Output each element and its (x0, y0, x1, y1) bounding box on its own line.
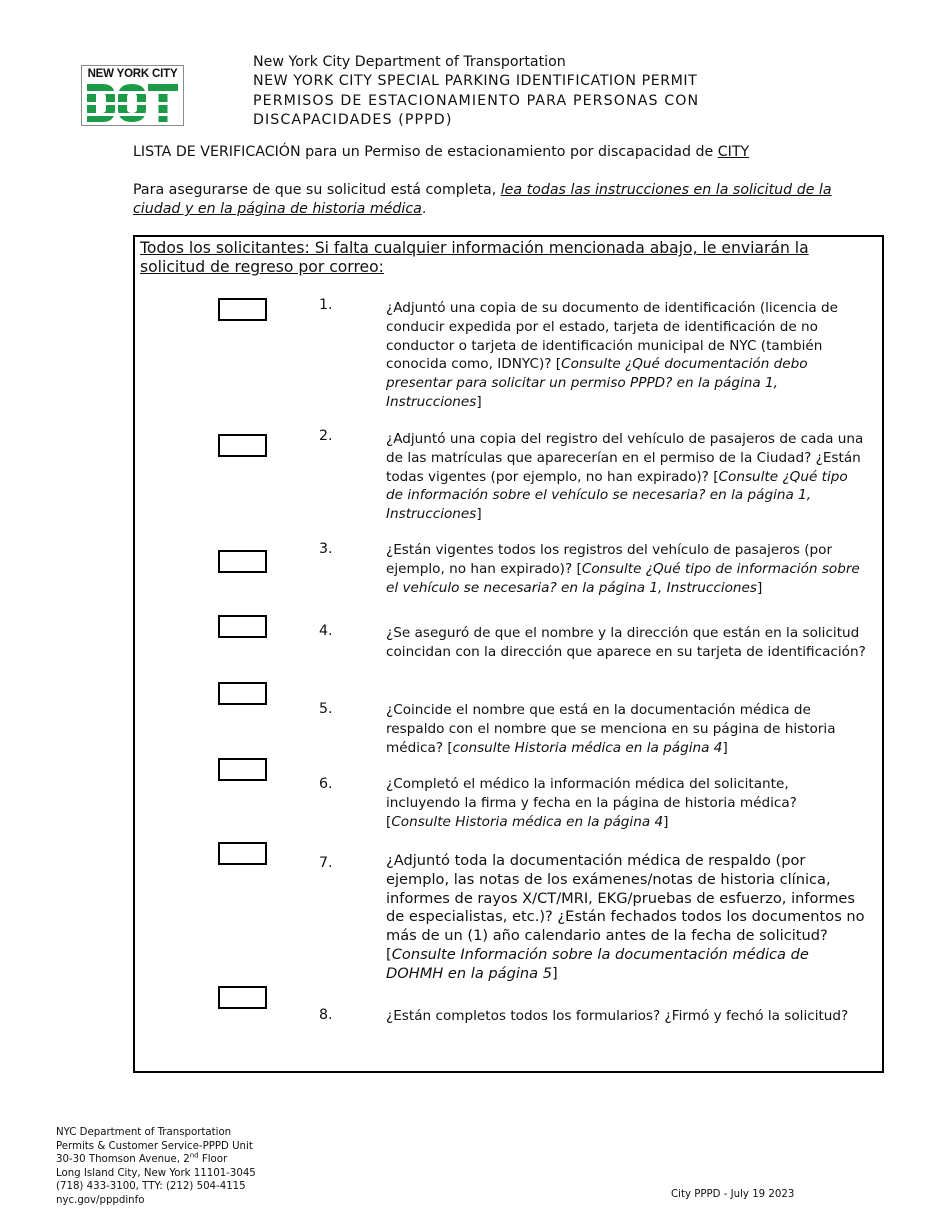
item-end: ] (722, 739, 728, 756)
footer-unit: Permits & Customer Service-PPPD Unit (56, 1140, 253, 1152)
footer-form-version: City PPPD - July 19 2023 (671, 1189, 795, 1200)
header-permit-title-es-2: DISCAPACIDADES (PPPD) (253, 112, 453, 129)
checkbox-item-2[interactable] (218, 434, 267, 457)
intro-text: Para asegurarse de que su solicitud está completa, (133, 182, 501, 198)
intro-end: . (421, 201, 427, 217)
item-number: 7. (319, 855, 333, 871)
checklist-item-3 (386, 541, 866, 597)
item-text: ¿Adjuntó una copia del registro del vehículo de pasajeros de cada una de las matrículas que aparecerían en el permiso de la Ciudad? ¿Están todas vigentes (por ejemplo, no han expirado)? [ (386, 431, 864, 485)
item-reference: Consulte Historia médica en la página 4 (391, 813, 664, 830)
item-end: ] (476, 393, 482, 410)
footer-street (56, 1153, 356, 1167)
item-number: 1. (319, 297, 333, 313)
header-agency: New York City Department of Transportation (253, 54, 566, 70)
footer-street-sup: nd (189, 1151, 199, 1160)
item-reference: Consulte ¿Qué tipo de información sobre el vehículo se necesaria? en la página 1, Instrucciones (386, 560, 860, 596)
item-end: ] (552, 964, 558, 982)
item-text: ¿Están vigentes todos los registros del vehículo de pasajeros (por ejemplo, no han expirado)? [ (386, 542, 833, 577)
checkbox-item-6[interactable] (218, 758, 267, 781)
checklist-item-2 (386, 430, 866, 524)
intro-paragraph (133, 181, 873, 219)
page-header (253, 53, 873, 131)
item-end: ] (757, 579, 763, 596)
checklist-item-8 (386, 1007, 866, 1026)
checklist-item-1 (386, 299, 866, 412)
footer-phone: (718) 433-3100, TTY: (212) 504-4115 (56, 1181, 246, 1193)
header-permit-title: NEW YORK CITY SPECIAL PARKING IDENTIFICATION PERMIT (253, 73, 698, 90)
item-text: ¿Completó el médico la información médica del solicitante, incluyendo la firma y fecha en la página de historia médica? [ (386, 776, 797, 830)
checklist-item-4 (386, 624, 866, 662)
dot-logo-mark (85, 83, 180, 123)
checkbox-item-3[interactable] (218, 550, 267, 573)
checkbox-item-5[interactable] (218, 682, 267, 705)
item-number: 6. (319, 776, 333, 792)
checkbox-item-7[interactable] (218, 842, 267, 865)
item-text: ¿Adjuntó toda la documentación médica de respaldo (por ejemplo, las notas de los exámenes/notas de historia clínica, informes de rayos X/CT/MRI, EKG/pruebas de esfuerzo, informes de especialistas, etc.)? ¿Están fechados todos los documentos no más de un (1) año calendario antes de la fecha de solicitud? [ (386, 852, 865, 963)
checklist-box (133, 235, 884, 1073)
checklist-title-text: LISTA DE VERIFICACIÓN para un Permiso de estacionamiento por discapacidad de (133, 144, 718, 160)
footer-website[interactable]: nyc.gov/pppdinfo (56, 1194, 145, 1206)
checklist-item-7 (386, 852, 866, 984)
item-number: 3. (319, 541, 333, 557)
checklist-item-6 (386, 775, 866, 831)
checkbox-item-4[interactable] (218, 615, 267, 638)
item-number: 2. (319, 428, 333, 444)
header-permit-title-es: PERMISOS DE ESTACIONAMIENTO PARA PERSONAS CON (253, 92, 700, 109)
item-number: 5. (319, 701, 333, 717)
checklist-heading: Todos los solicitantes: Si falta cualquier información mencionada abajo, le enviarán la solicitud de regreso por correo: (140, 239, 809, 276)
logo-top-text: NEW YORK CITY (87, 68, 178, 80)
checklist-title-city: CITY (717, 144, 750, 160)
footer-street-floor: Floor (198, 1154, 228, 1166)
footer-city: Long Island City, New York 11101-3045 (56, 1167, 256, 1179)
checklist-item-5 (386, 701, 866, 757)
item-number: 8. (319, 1007, 333, 1023)
item-end: ] (663, 813, 669, 830)
item-reference: Consulte ¿Qué documentación debo presentar para solicitar un permiso PPPD? en la página 1, Instrucciones (386, 356, 808, 410)
intro-instructions-link: lea todas las instrucciones en la solicitud de la ciudad y en la página de historia médica (133, 182, 832, 217)
item-text: ¿Se aseguró de que el nombre y la dirección que están en la solicitud coincidan con la dirección que aparece en su tarjeta de identificación? (386, 625, 866, 660)
checkbox-item-8[interactable] (218, 986, 267, 1009)
item-text: ¿Coincide el nombre que está en la documentación médica de respaldo con el nombre que se menciona en su página de historia médica? [ (386, 702, 836, 756)
footer-agency: NYC Department of Transportation (56, 1127, 232, 1138)
item-reference: Consulte ¿Qué tipo de información sobre el vehículo se necesaria? en la página 1, Instrucciones (386, 468, 848, 523)
item-number: 4. (319, 623, 333, 639)
footer-address (56, 1126, 356, 1208)
nyc-dot-logo (81, 65, 184, 126)
checklist-title (133, 143, 873, 162)
footer-street-text: 30-30 Thomson Avenue, 2 (56, 1154, 190, 1166)
item-text: ¿Adjuntó una copia de su documento de identificación (licencia de conducir expedida por el estado, tarjeta de identificación de no conductor o tarjeta de identificación municipal de NYC (también conocida como, IDNYC)? [ (386, 300, 839, 373)
checkbox-item-1[interactable] (218, 298, 267, 321)
item-reference: Consulte Información sobre la documentación médica de DOHMH en la página 5 (386, 945, 809, 982)
item-reference: consulte Historia médica en la página 4 (452, 739, 723, 756)
item-text: ¿Están completos todos los formularios? ¿Firmó y fechó la solicitud? (386, 1008, 849, 1024)
item-end: ] (476, 506, 482, 523)
